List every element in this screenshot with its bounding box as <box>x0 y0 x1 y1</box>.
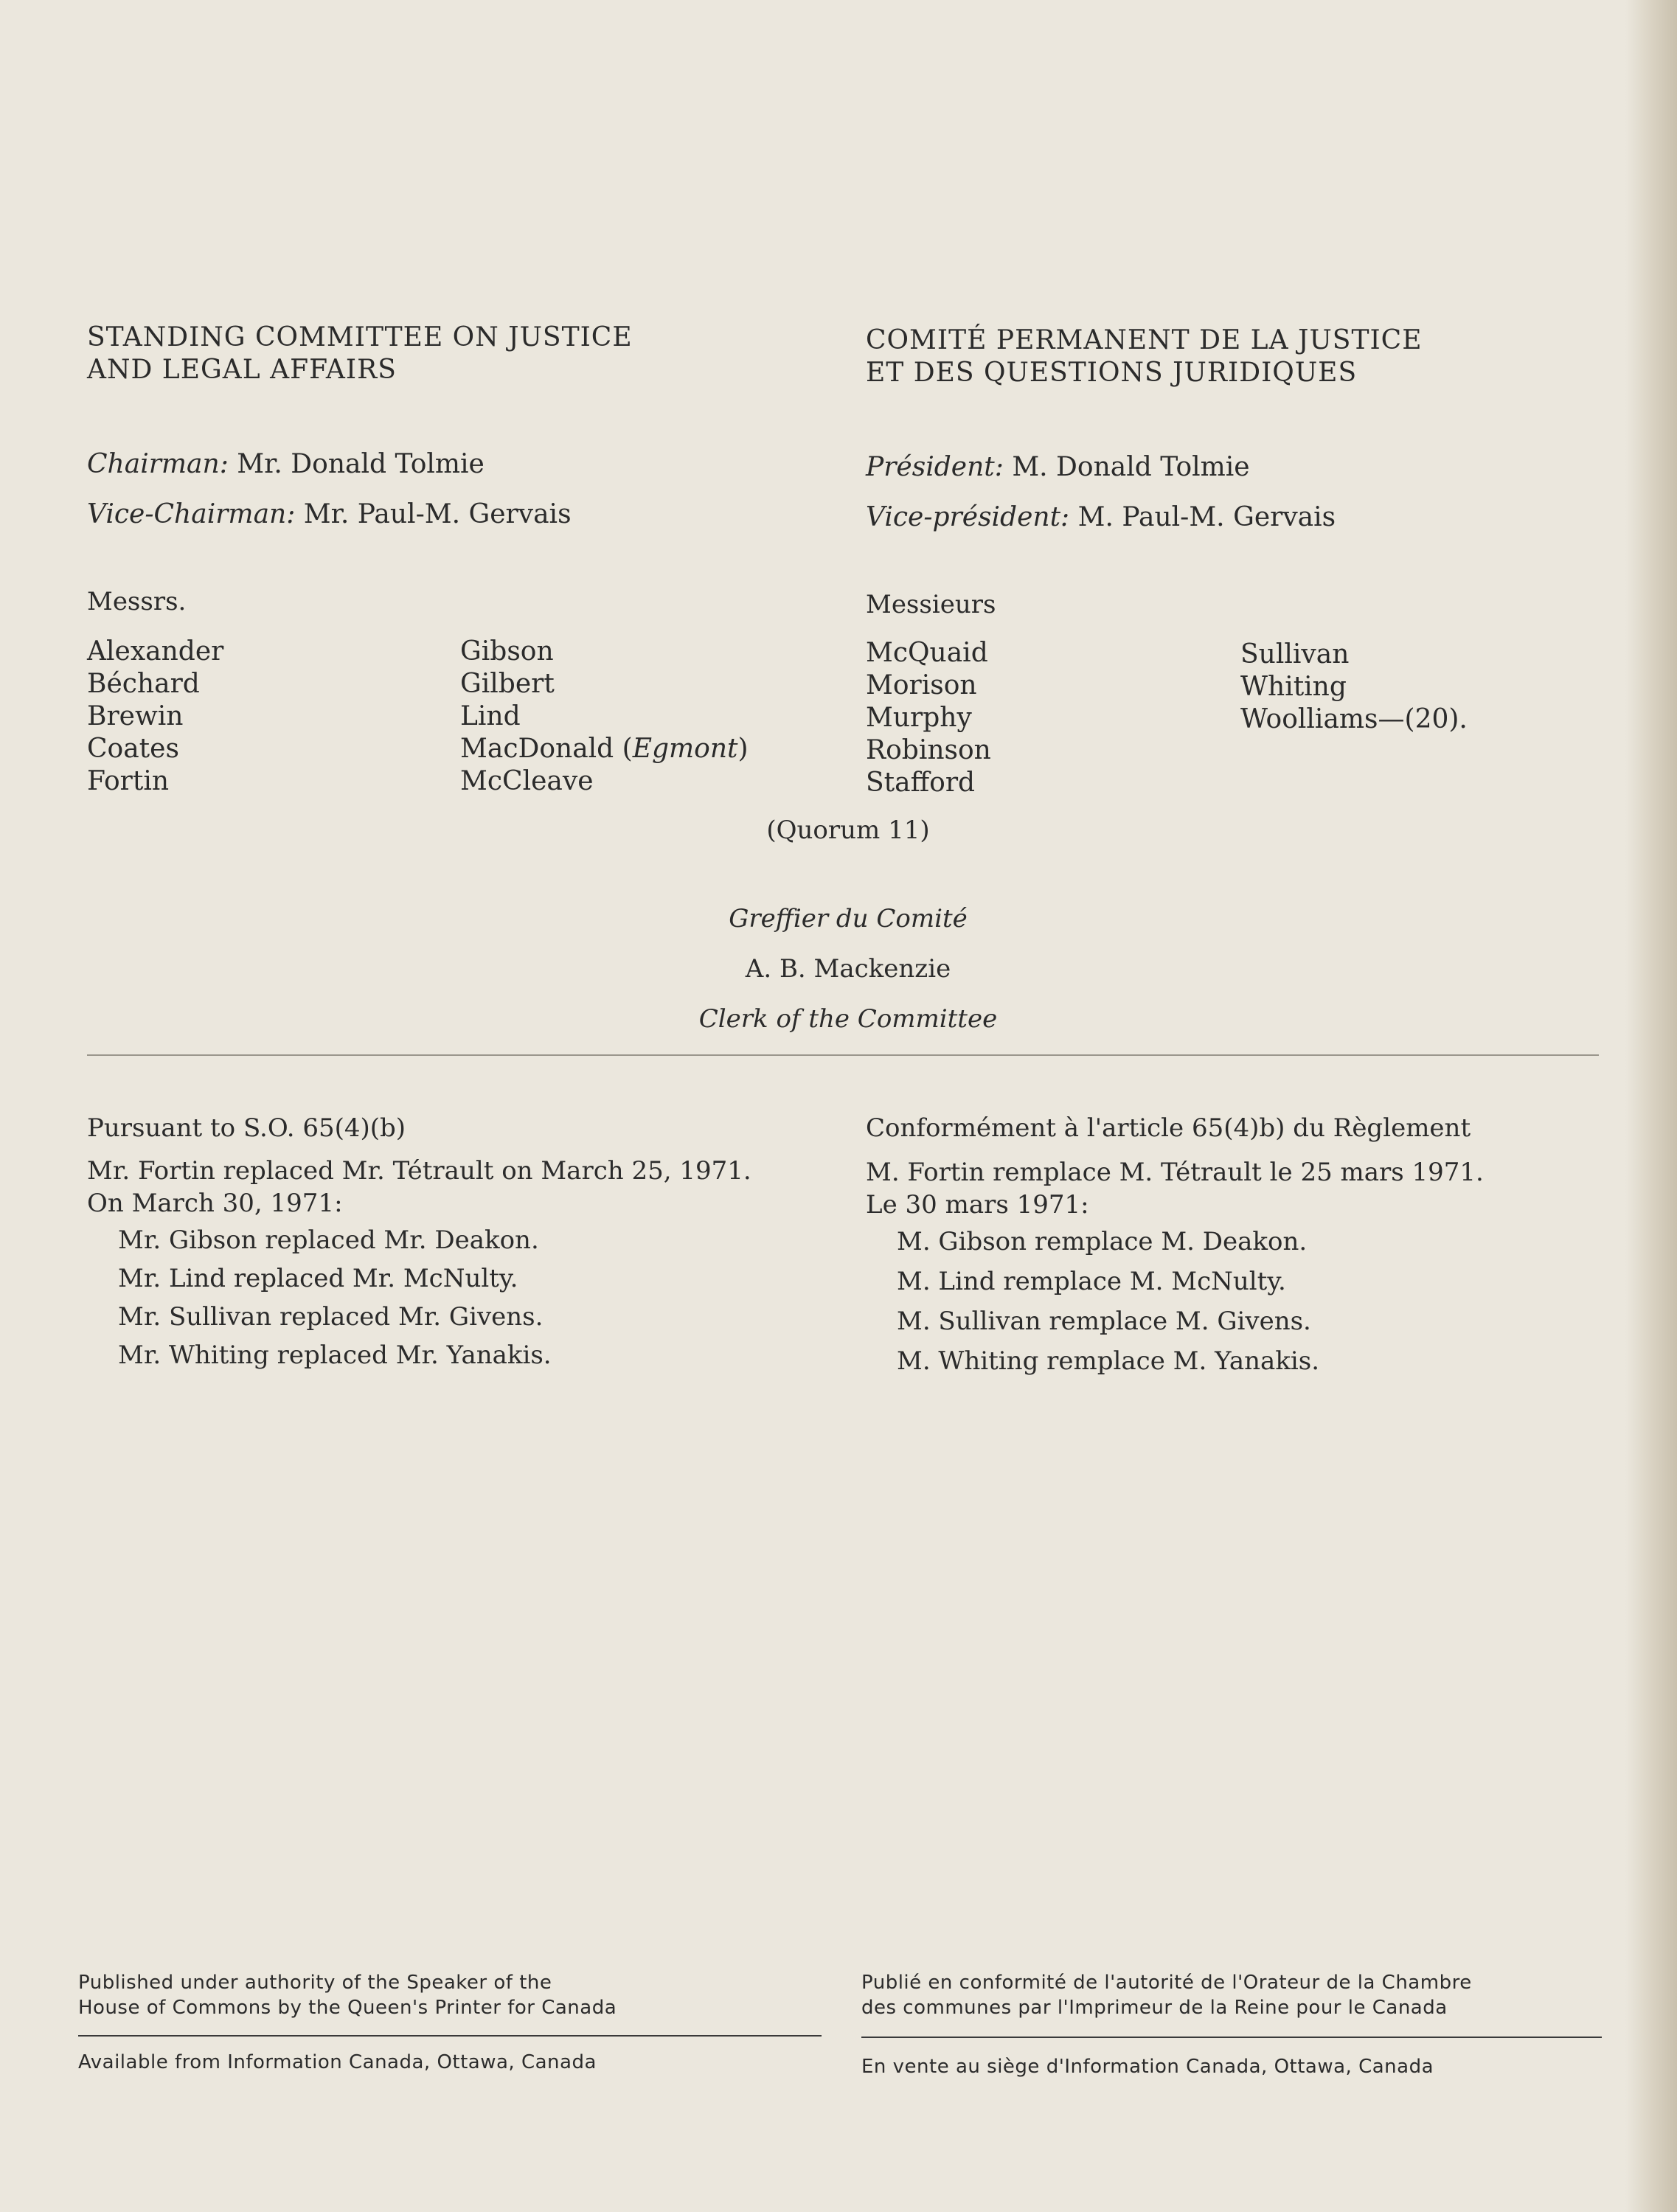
replacement-note-en: Mr. Fortin replaced Mr. Tétrault on March 25, 1971. On March 30, 1971: <box>87 1156 751 1218</box>
separator-rule <box>87 1054 1599 1056</box>
members-heading-en: Messrs. <box>87 587 187 616</box>
member-name: Béchard <box>87 669 200 699</box>
members-list-en-col1 <box>87 636 223 798</box>
members-list-fr-col2 <box>1240 639 1468 736</box>
page-edge-shadow <box>1625 0 1677 2212</box>
chairman-label: Chairman: <box>87 449 229 479</box>
member-name: Gilbert <box>460 669 555 699</box>
member-name: Coates <box>87 734 179 764</box>
footer-rule-en <box>78 2035 822 2037</box>
chairman-en <box>87 448 485 481</box>
member-name: Fortin <box>87 766 170 796</box>
member-name: Alexander <box>87 636 224 667</box>
vice-chairman-label: Vice-Chairman: <box>87 499 296 529</box>
published-notice-fr: Publié en conformité de l'autorité de l'Orateur de la Chambre des communes par l'Imprimeur de la Reine pour le Canada <box>861 1972 1472 2019</box>
available-notice-fr: En vente au siège d'Information Canada, Ottawa, Canada <box>861 2056 1434 2078</box>
member-name-macdonald: MacDonald (Egmont) <box>460 734 749 764</box>
member-name: McQuaid <box>866 638 988 668</box>
president-label: Président: <box>866 452 1004 482</box>
vice-chairman-en <box>87 498 572 531</box>
clerk-name: A. B. Mackenzie <box>745 954 951 984</box>
member-name: Sullivan <box>1240 639 1350 669</box>
replacement-item: Mr. Sullivan replaced Mr. Givens. <box>118 1302 544 1332</box>
member-name: Robinson <box>866 735 991 765</box>
member-name: Stafford <box>866 768 976 798</box>
replacement-item: Mr. Lind replaced Mr. McNulty. <box>118 1264 518 1293</box>
replacement-item: M. Gibson remplace M. Deakon. <box>897 1227 1308 1256</box>
member-name: Lind <box>460 701 521 731</box>
replacement-item: M. Whiting remplace M. Yanakis. <box>897 1346 1320 1376</box>
replacements-list-fr <box>866 1225 1319 1385</box>
pursuant-en: Pursuant to S.O. 65(4)(b) <box>87 1113 406 1143</box>
chairman-name: Mr. Donald Tolmie <box>237 449 485 479</box>
replacement-item: M. Sullivan remplace M. Givens. <box>897 1307 1311 1336</box>
member-name: Whiting <box>1240 672 1347 702</box>
vice-president-fr <box>866 501 1336 534</box>
replacement-item: M. Lind remplace M. McNulty. <box>897 1267 1286 1296</box>
pursuant-fr: Conformément à l'article 65(4)b) du Règlement <box>866 1113 1471 1143</box>
president-name: M. Donald Tolmie <box>1012 452 1250 482</box>
member-name: Morison <box>866 670 977 700</box>
member-name: Gibson <box>460 636 554 667</box>
replacement-item: Mr. Gibson replaced Mr. Deakon. <box>118 1225 539 1255</box>
vice-president-name: M. Paul-M. Gervais <box>1077 502 1336 532</box>
clerk-title-fr: Greffier du Comité <box>729 904 968 933</box>
quorum: (Quorum 11) <box>766 815 930 845</box>
vice-chairman-name: Mr. Paul-M. Gervais <box>303 499 572 529</box>
replacements-list-en <box>87 1224 552 1377</box>
published-notice-en: Published under authority of the Speaker of the House of Commons by the Queen's Printer for Canada <box>78 1972 617 2019</box>
member-name: Brewin <box>87 701 184 731</box>
footer-rule-fr <box>861 2037 1602 2038</box>
members-list-fr-col1 <box>866 637 991 799</box>
committee-title-fr: COMITÉ PERMANENT DE LA JUSTICE ET DES QUESTIONS JURIDIQUES <box>866 325 1423 388</box>
president-fr <box>866 451 1250 484</box>
members-list-en-col2 <box>460 636 749 798</box>
replacement-note-fr: M. Fortin remplace M. Tétrault le 25 mars 1971. Le 30 mars 1971: <box>866 1158 1484 1220</box>
member-name: Murphy <box>866 703 972 733</box>
replacement-item: Mr. Whiting replaced Mr. Yanakis. <box>118 1340 552 1370</box>
members-heading-fr: Messieurs <box>866 590 996 619</box>
member-name: Woolliams—(20). <box>1240 704 1468 734</box>
clerk-title-en: Clerk of the Committee <box>698 1004 998 1034</box>
vice-president-label: Vice-président: <box>866 502 1070 532</box>
available-notice-en: Available from Information Canada, Ottawa, Canada <box>78 2051 597 2073</box>
committee-title-en: STANDING COMMITTEE ON JUSTICE AND LEGAL AFFAIRS <box>87 322 633 385</box>
member-name: McCleave <box>460 766 594 796</box>
